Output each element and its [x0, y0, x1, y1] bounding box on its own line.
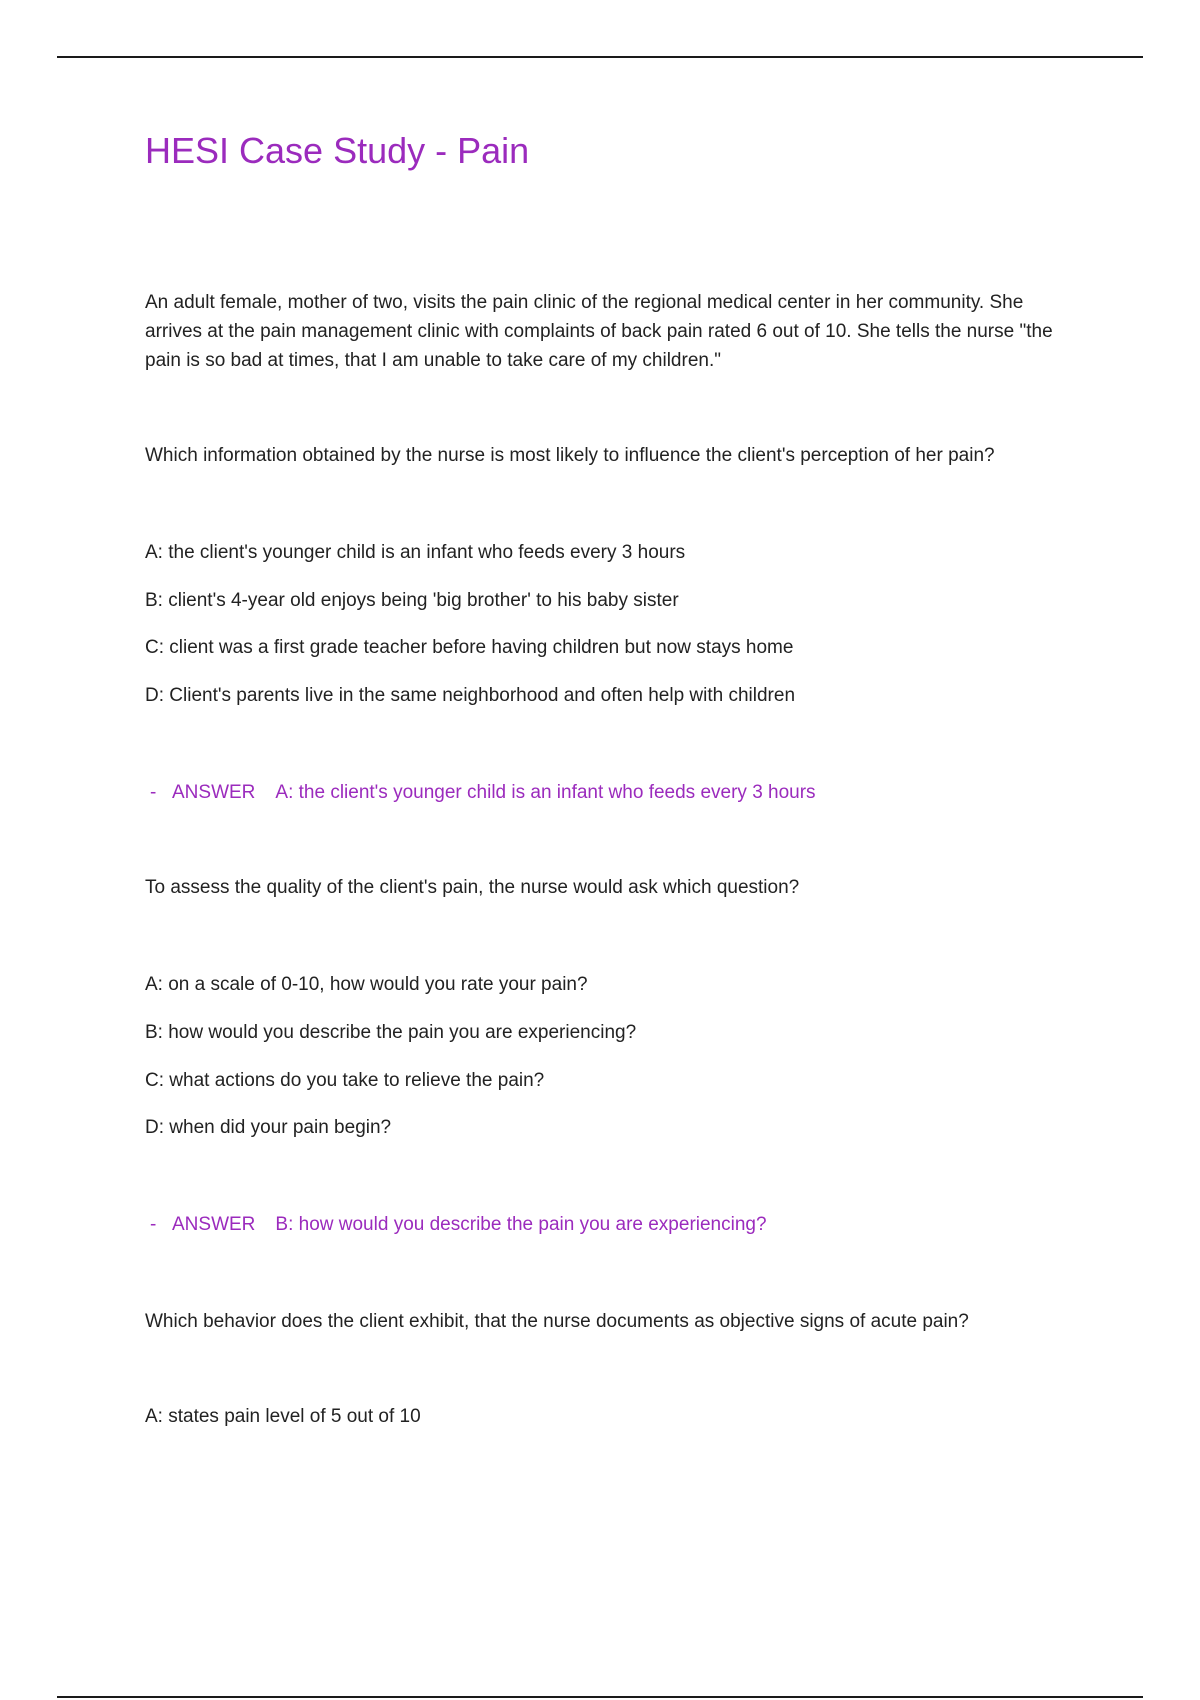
- q2-option-a: A: on a scale of 0-10, how would you rate your pain?: [145, 974, 588, 995]
- q1-option-b: B: client's 4-year old enjoys being 'big brother' to his baby sister: [145, 590, 679, 611]
- answer-dash: -: [150, 782, 157, 803]
- q2-option-c: C: what actions do you take to relieve the pain?: [145, 1070, 545, 1091]
- case-intro: An adult female, mother of two, visits the pain clinic of the regional medical center in her community. She arrives at the pain management clinic with complaints of back pain rated 6 out of 10. She tells the nurse "the pain is so bad at times, that I am unable to take care of my children.": [145, 292, 1053, 371]
- q1-option-c: C: client was a first grade teacher before having children but now stays home: [145, 637, 794, 658]
- q2-answer: [150, 1212, 767, 1238]
- q3-option-a: A: states pain level of 5 out of 10: [145, 1406, 421, 1427]
- answer-text: A: the client's younger child is an infant who feeds every 3 hours: [275, 782, 816, 803]
- answer-label: ANSWER: [172, 782, 256, 803]
- q2-option-b: B: how would you describe the pain you are experiencing?: [145, 1022, 637, 1043]
- top-rule: [57, 56, 1143, 58]
- q1-option-a: A: the client's younger child is an infant who feeds every 3 hours: [145, 542, 686, 563]
- q1-answer: [150, 780, 816, 806]
- answer-text: B: how would you describe the pain you are experiencing?: [275, 1214, 767, 1235]
- answer-label: ANSWER: [172, 1214, 256, 1235]
- q2-option-d: D: when did your pain begin?: [145, 1117, 392, 1138]
- bottom-rule: [57, 1696, 1143, 1698]
- question-1: Which information obtained by the nurse is most likely to influence the client's perception of her pain?: [145, 445, 995, 466]
- question-2: To assess the quality of the client's pain, the nurse would ask which question?: [145, 877, 800, 898]
- answer-dash: -: [150, 1214, 157, 1235]
- question-3: Which behavior does the client exhibit, that the nurse documents as objective signs of acute pain?: [145, 1311, 969, 1332]
- q1-option-d: D: Client's parents live in the same neighborhood and often help with children: [145, 685, 796, 706]
- page-title: HESI Case Study - Pain: [145, 130, 530, 171]
